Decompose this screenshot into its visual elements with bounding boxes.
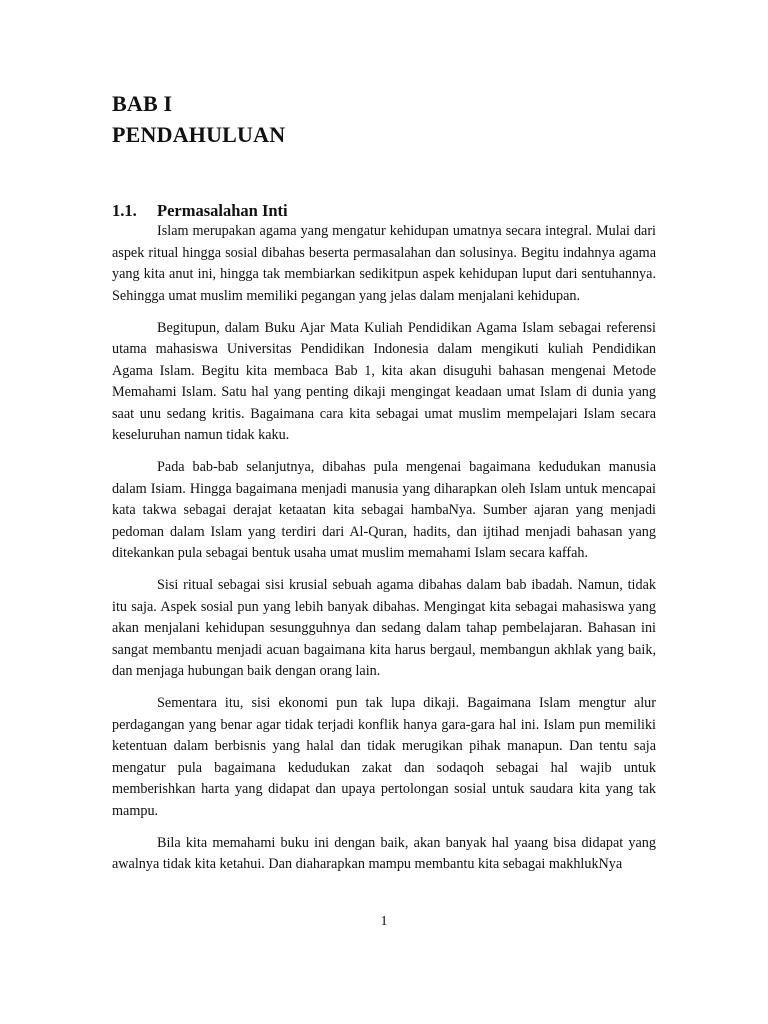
chapter-heading (112, 88, 672, 150)
paragraph: Pada bab-bab selanjutnya, dibahas pula mengenai bagaimana kedudukan manusia dalam Isiam. Hingga bagaimana menjadi manusia yang diharapkan oleh Islam untuk mencapai kata takwa sebagai derajat ketaatan kita sebagai hambaNya. Sumber ajaran yang menjadi pedoman dalam Islam yang terdiri dari Al-Quran, hadits, dan ijtihad menjadi bahasan yang ditekankan pula sebagai bentuk usaha umat muslim memahami Islam secara kaffah. (112, 459, 656, 561)
chapter-title: PENDAHULUAN (112, 122, 286, 147)
page-number: 1 (380, 914, 388, 929)
paragraph: Sisi ritual sebagai sisi krusial sebuah agama dibahas dalam bab ibadah. Namun, tidak itu saja. Aspek sosial pun yang lebih banyak dibahas. Mengingat kita sebagai mahasiswa yang akan menjalani kehidupan sesungguhnya dan sedang dalam tahap pembelajaran. Bahasan ini sangat membantu menjadi acuan bagaimana kita harus bergaul, membangun akhlak yang baik, dan menjaga hubungan baik dengan orang lain. (112, 577, 656, 679)
paragraph: Islam merupakan agama yang mengatur kehidupan umatnya secara integral. Mulai dari aspek ritual hingga sosial dibahas beserta permasalahan dan solusinya. Begitu indahnya agama yang kita anut ini, hingga tak membiarkan sedikitpun aspek kehidupan luput dari sentuhannya. Sehingga umat muslim memiliki pegangan yang jelas dalam menjalani kehidupan. (112, 223, 656, 304)
chapter-number: BAB I (112, 91, 173, 116)
section-heading (112, 200, 672, 222)
paragraph: Bila kita memahami buku ini dengan baik, akan banyak hal yaang bisa didapat yang awalnya tidak kita ketahui. Dan diaharapkan mampu membantu kita sebagai makhlukNya (112, 834, 656, 872)
section-number: 1.1. (112, 201, 137, 220)
paragraph: Begitupun, dalam Buku Ajar Mata Kuliah Pendidikan Agama Islam sebagai referensi utama mahasiswa Universitas Pendidikan Indonesia dalam mengikuti kuliah Pendidikan Agama Islam. Begitu kita membaca Bab 1, kita akan disuguhi bahasan mengenai Metode Memahami Islam. Satu hal yang penting dikaji mengingat keadaan umat Islam di dunia yang saat unu sedang kritis. Bagaimana cara kita sebagai umat muslim mempelajari Islam secara keseluruhan namun tidak kaku. (112, 319, 656, 443)
paragraph: Sementara itu, sisi ekonomi pun tak lupa dikaji. Bagaimana Islam mengtur alur perdagangan yang benar agar tidak terjadi konflik hanya gara-gara hal ini. Islam pun memiliki ketentuan dalam berbisnis yang halal dan tidak merugikan pihak manapun. Dan tentu saja mengatur pula bagaimana kedudukan zakat dan sodaqoh sebagai hal wajib untuk memberishkan harta yang didapat dan upaya pertolongan sosial untuk saudara kita yang tak mampu. (112, 695, 656, 819)
section-title: Permasalahan Inti (157, 201, 288, 220)
body-text (112, 221, 656, 886)
